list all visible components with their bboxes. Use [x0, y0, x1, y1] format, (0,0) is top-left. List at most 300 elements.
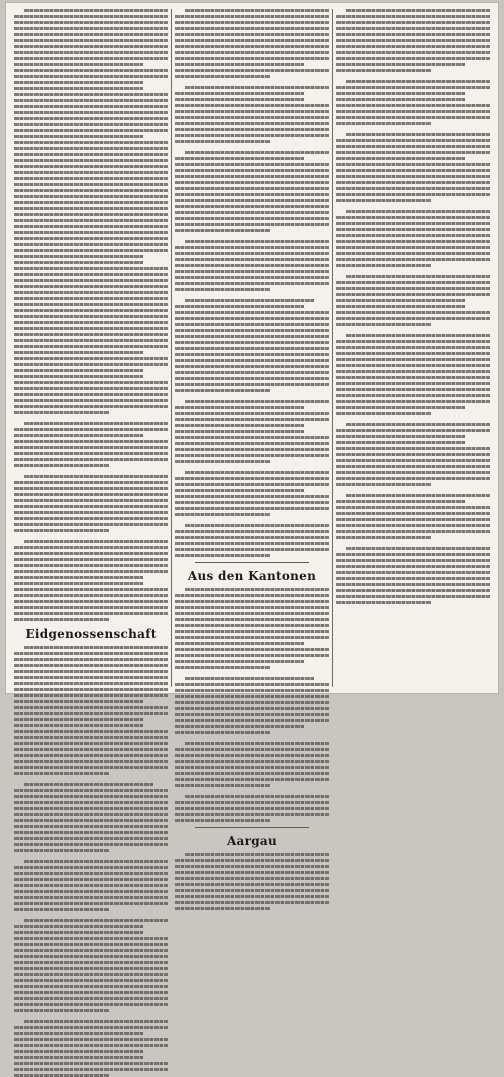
text-line — [175, 548, 329, 551]
text-line — [14, 664, 168, 667]
text-line — [14, 177, 168, 180]
text-line — [14, 600, 168, 603]
text-line — [175, 412, 329, 415]
text-line — [14, 147, 168, 150]
text-line — [346, 9, 490, 12]
text-line — [14, 1068, 168, 1071]
text-line — [24, 9, 168, 12]
text-line — [14, 866, 168, 869]
text-line — [14, 21, 168, 24]
text-line — [14, 849, 109, 852]
text-line — [14, 117, 168, 120]
text-line — [175, 871, 329, 874]
text-line — [175, 353, 329, 356]
text-line — [14, 493, 168, 496]
text-line — [175, 264, 329, 267]
text-line — [336, 583, 490, 586]
text-line — [175, 51, 329, 54]
text-line — [14, 991, 168, 994]
text-line — [14, 93, 168, 96]
text-line — [336, 388, 490, 391]
text-line — [14, 446, 168, 449]
text-line — [175, 695, 329, 698]
text-line — [14, 908, 109, 911]
text-line — [14, 517, 168, 520]
text-line — [336, 358, 490, 361]
text-line — [336, 51, 490, 54]
text-line — [14, 718, 143, 721]
text-line — [175, 807, 329, 810]
text-line — [175, 483, 329, 486]
text-line — [175, 223, 329, 226]
text-line — [336, 364, 490, 367]
text-line — [185, 524, 329, 527]
text-line — [175, 15, 329, 18]
text-line — [336, 216, 490, 219]
text-line — [175, 477, 329, 480]
text-line — [175, 725, 304, 728]
text-line — [24, 646, 168, 649]
text-line — [14, 813, 168, 816]
text-line — [24, 1020, 168, 1023]
text-line — [175, 21, 329, 24]
text-line — [175, 246, 329, 249]
text-line — [336, 394, 490, 397]
text-line — [185, 9, 329, 12]
text-line — [336, 370, 490, 373]
text-line — [14, 949, 168, 952]
text-line — [175, 347, 329, 350]
text-line — [14, 505, 168, 508]
text-line — [175, 600, 329, 603]
text-line — [14, 315, 168, 318]
text-line — [14, 499, 168, 502]
text-line — [14, 159, 168, 162]
column-right — [336, 9, 490, 687]
text-line — [185, 795, 329, 798]
text-line — [336, 589, 490, 592]
text-line — [346, 80, 490, 83]
text-line — [14, 997, 168, 1000]
text-line — [14, 201, 168, 204]
text-line — [14, 754, 168, 757]
newspaper-page — [6, 3, 498, 848]
text-line — [336, 524, 490, 527]
text-line — [336, 595, 490, 598]
text-line — [14, 267, 168, 270]
text-line — [14, 99, 168, 102]
text-line — [14, 931, 143, 934]
text-line — [336, 305, 465, 308]
text-line — [175, 187, 329, 190]
text-line — [336, 323, 431, 326]
text-line — [14, 570, 168, 573]
text-line — [336, 453, 490, 456]
text-line — [14, 51, 168, 54]
text-line — [14, 57, 168, 60]
text-line — [14, 766, 168, 769]
text-block — [14, 646, 168, 1077]
text-line — [14, 730, 168, 733]
text-line — [336, 110, 490, 113]
text-line — [14, 658, 168, 661]
text-line — [14, 890, 168, 893]
text-line — [336, 287, 490, 290]
text-line — [336, 104, 490, 107]
text-line — [14, 748, 168, 751]
text-line — [336, 264, 431, 267]
text-line — [14, 967, 168, 970]
text-line — [175, 507, 329, 510]
text-line — [14, 135, 143, 138]
text-line — [14, 961, 168, 964]
text-line — [14, 807, 168, 810]
text-line — [14, 219, 168, 222]
text-line — [14, 1038, 168, 1041]
text-line — [175, 859, 329, 862]
divider — [195, 827, 309, 828]
text-line — [14, 588, 168, 591]
text-line — [14, 979, 168, 982]
text-line — [336, 163, 490, 166]
text-line — [175, 383, 329, 386]
text-line — [336, 157, 465, 160]
text-line — [24, 860, 168, 863]
text-line — [175, 424, 304, 427]
text-line — [14, 1056, 143, 1059]
text-line — [175, 901, 329, 904]
text-line — [175, 666, 270, 669]
text-line — [175, 895, 329, 898]
text-line — [14, 688, 168, 691]
text-line — [175, 436, 329, 439]
text-line — [14, 213, 168, 216]
text-line — [14, 902, 168, 905]
text-line — [336, 193, 490, 196]
text-line — [336, 536, 431, 539]
text-line — [14, 831, 168, 834]
text-line — [14, 594, 168, 597]
text-line — [14, 75, 168, 78]
text-line — [175, 495, 329, 498]
text-line — [346, 334, 490, 337]
text-line — [175, 39, 329, 42]
text-line — [175, 116, 329, 119]
text-line — [14, 700, 143, 703]
text-line — [175, 731, 270, 734]
text-line — [14, 973, 168, 976]
text-line — [175, 489, 304, 492]
text-line — [175, 323, 329, 326]
text-line — [14, 612, 168, 615]
text-line — [14, 825, 168, 828]
text-line — [24, 475, 168, 478]
text-line — [14, 1026, 168, 1029]
text-line — [175, 311, 329, 314]
text-line — [14, 458, 168, 461]
text-line — [14, 706, 168, 709]
text-line — [24, 422, 168, 425]
text-line — [14, 789, 168, 792]
text-line — [175, 122, 329, 125]
text-line — [14, 375, 143, 378]
text-line — [336, 382, 490, 385]
text-line — [14, 837, 168, 840]
text-line — [336, 518, 490, 521]
text-line — [14, 801, 168, 804]
text-line — [14, 606, 168, 609]
column-left — [14, 9, 168, 687]
text-line — [14, 670, 168, 673]
text-line — [175, 110, 329, 113]
text-line — [336, 240, 490, 243]
text-line — [336, 92, 465, 95]
section-heading-aargau: Aargau — [226, 834, 278, 848]
text-line — [14, 15, 168, 18]
text-line — [175, 865, 329, 868]
text-line — [175, 612, 329, 615]
text-line — [14, 39, 168, 42]
text-line — [14, 546, 168, 549]
text-line — [14, 760, 168, 763]
text-line — [185, 240, 329, 243]
text-line — [175, 335, 329, 338]
text-line — [336, 412, 431, 415]
text-line — [336, 571, 490, 574]
text-line — [336, 234, 490, 237]
text-line — [24, 783, 153, 786]
text-line — [175, 317, 329, 320]
text-line — [14, 682, 168, 685]
text-line — [175, 636, 329, 639]
text-line — [14, 123, 168, 126]
text-line — [14, 405, 168, 408]
text-line — [175, 778, 329, 781]
text-line — [336, 33, 490, 36]
text-line — [175, 389, 270, 392]
text-line — [14, 511, 168, 514]
text-line — [175, 27, 329, 30]
text-line — [14, 141, 168, 144]
text-line — [336, 86, 490, 89]
text-line — [175, 341, 329, 344]
text-line — [336, 317, 490, 320]
text-line — [175, 624, 329, 627]
text-line — [14, 411, 109, 414]
text-line — [336, 63, 465, 66]
text-line — [185, 151, 329, 154]
text-line — [14, 487, 168, 490]
text-line — [14, 129, 168, 132]
text-line — [14, 576, 143, 579]
text-line — [14, 985, 168, 988]
text-line — [185, 471, 329, 474]
text-line — [175, 642, 304, 645]
text-line — [175, 813, 329, 816]
text-line — [346, 133, 490, 136]
section-heading-kantonen: Aus den Kantonen — [187, 569, 317, 583]
text-line — [336, 447, 490, 450]
text-line — [175, 211, 329, 214]
text-line — [336, 483, 431, 486]
text-line — [14, 285, 168, 288]
text-line — [336, 258, 490, 261]
text-line — [336, 500, 465, 503]
text-line — [14, 712, 168, 715]
text-line — [14, 925, 143, 928]
text-block — [336, 9, 490, 604]
text-line — [14, 434, 143, 437]
text-line — [14, 795, 168, 798]
text-line — [336, 471, 490, 474]
text-line — [14, 27, 168, 30]
text-line — [175, 45, 329, 48]
text-line — [336, 181, 490, 184]
text-line — [175, 766, 329, 769]
text-line — [175, 104, 329, 107]
text-line — [175, 406, 304, 409]
text-line — [175, 305, 304, 308]
text-line — [175, 163, 329, 166]
text-line — [175, 442, 329, 445]
text-line — [14, 387, 168, 390]
text-block — [175, 9, 329, 557]
text-line — [175, 536, 329, 539]
text-line — [336, 299, 465, 302]
text-line — [175, 719, 329, 722]
text-line — [336, 21, 490, 24]
text-line — [175, 748, 329, 751]
text-line — [336, 601, 431, 604]
text-line — [175, 371, 329, 374]
text-line — [175, 772, 329, 775]
text-line — [175, 270, 329, 273]
text-line — [14, 261, 143, 264]
text-line — [346, 423, 490, 426]
text-line — [14, 937, 168, 940]
text-line — [336, 565, 490, 568]
text-line — [185, 588, 329, 591]
text-line — [14, 724, 143, 727]
text-line — [14, 33, 168, 36]
text-line — [336, 429, 490, 432]
text-line — [175, 175, 329, 178]
text-line — [175, 648, 329, 651]
text-line — [14, 327, 168, 330]
text-line — [175, 98, 304, 101]
text-line — [175, 128, 329, 131]
text-line — [175, 606, 329, 609]
text-line — [14, 872, 168, 875]
text-line — [336, 465, 490, 468]
text-line — [336, 577, 490, 580]
text-line — [175, 199, 329, 202]
text-line — [175, 760, 329, 763]
text-line — [14, 736, 168, 739]
text-line — [175, 276, 329, 279]
text-line — [14, 381, 168, 384]
text-line — [14, 195, 168, 198]
text-line — [336, 441, 465, 444]
text-line — [175, 329, 329, 332]
text-line — [14, 878, 168, 881]
text-line — [346, 547, 490, 550]
text-line — [336, 116, 490, 119]
text-line — [14, 369, 143, 372]
text-line — [14, 742, 168, 745]
text-line — [14, 183, 168, 186]
text-line — [336, 252, 490, 255]
text-line — [14, 652, 168, 655]
text-line — [14, 955, 168, 958]
text-line — [14, 357, 168, 360]
text-line — [14, 523, 168, 526]
text-line — [336, 311, 490, 314]
text-line — [175, 530, 329, 533]
text-line — [175, 258, 329, 261]
text-line — [14, 297, 168, 300]
text-line — [336, 477, 490, 480]
text-line — [336, 98, 465, 101]
text-line — [336, 145, 490, 148]
text-line — [175, 75, 270, 78]
text-line — [14, 1062, 168, 1065]
text-line — [14, 111, 168, 114]
text-line — [175, 784, 270, 787]
text-line — [336, 376, 490, 379]
text-line — [14, 309, 168, 312]
text-line — [175, 883, 329, 886]
text-line — [14, 153, 168, 156]
text-line — [336, 530, 490, 533]
text-line — [175, 448, 329, 451]
text-line — [14, 339, 168, 342]
text-line — [336, 459, 490, 462]
text-line — [175, 654, 329, 657]
text-line — [336, 228, 490, 231]
text-line — [336, 15, 490, 18]
text-line — [336, 39, 490, 42]
text-line — [185, 299, 314, 302]
text-line — [336, 122, 431, 125]
text-line — [336, 352, 490, 355]
text-line — [14, 1009, 109, 1012]
text-line — [14, 69, 168, 72]
text-line — [14, 273, 168, 276]
text-line — [14, 558, 168, 561]
text-line — [14, 481, 168, 484]
text-line — [175, 33, 329, 36]
text-line — [336, 553, 490, 556]
text-line — [175, 229, 270, 232]
text-line — [185, 677, 314, 680]
text-line — [14, 399, 168, 402]
text-line — [336, 281, 490, 284]
text-line — [175, 282, 329, 285]
text-line — [14, 819, 168, 822]
text-line — [185, 86, 329, 89]
text-line — [14, 189, 168, 192]
text-line — [175, 454, 329, 457]
text-line — [14, 1032, 143, 1035]
text-line — [175, 877, 329, 880]
text-line — [14, 87, 143, 90]
text-line — [14, 1044, 168, 1047]
text-line — [175, 501, 329, 504]
text-line — [175, 513, 270, 516]
text-line — [175, 252, 329, 255]
text-line — [185, 400, 329, 403]
